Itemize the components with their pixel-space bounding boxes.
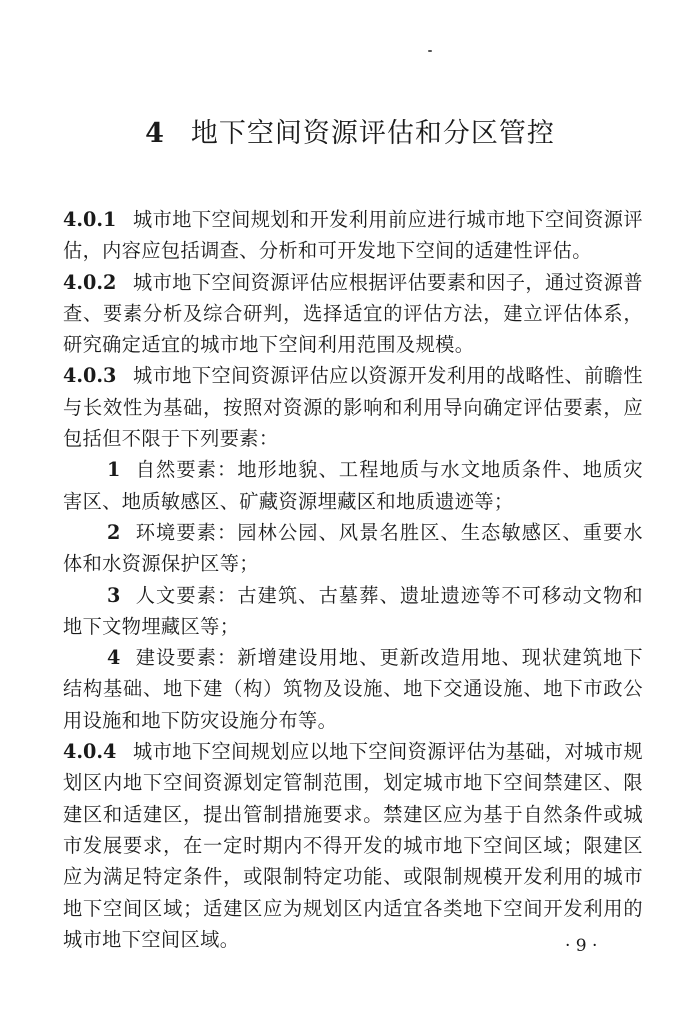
- list-item: [63, 580, 643, 643]
- clause-number: 4.0.4: [63, 740, 117, 764]
- item-text: 人文要素：古建筑、古墓葬、遗址遗迹等不可移动文物和地下文物埋藏区等；: [63, 583, 643, 638]
- clause-4-0-1: [63, 204, 643, 267]
- clause-number: 4.0.2: [63, 270, 117, 294]
- clause-4-0-4: [63, 736, 643, 955]
- item-number: 3: [107, 583, 121, 607]
- list-item: [63, 517, 643, 580]
- item-text: 环境要素：园林公园、风景名胜区、生态敏感区、重要水体和水资源保护区等；: [63, 520, 643, 576]
- item-text: 自然要素：地形地貌、工程地质与水文地质条件、地质灾害区、地质敏感区、矿藏资源埋藏区和地质遗迹等；: [63, 458, 643, 513]
- chapter-title-text: 地下空间资源评估和分区管控: [190, 118, 555, 149]
- clause-4-0-2: [63, 267, 643, 361]
- clause-text: 城市地下空间资源评估应以资源开发利用的战略性、前瞻性与长效性为基础，按照对资源的影响和利用导向确定评估要素，应包括但不限于下列要素：: [63, 364, 643, 451]
- clause-number: 4.0.3: [63, 364, 117, 388]
- item-text: 建设要素：新增建设用地、更新改造用地、现状建筑地下结构基础、地下建（构）筑物及设施、地下交通设施、地下市政公用设施和地下防灾设施分布等。: [63, 646, 643, 732]
- clause-4-0-3: [63, 360, 643, 454]
- chapter-number: 4: [145, 118, 165, 149]
- list-item: [63, 642, 643, 736]
- body-text: [63, 204, 643, 955]
- clause-text: 城市地下空间资源评估应根据评估要素和因子，通过资源普查、要素分析及综合研判，选择适宜的评估方法，建立评估体系，研究确定适宜的城市地下空间利用范围及规模。: [63, 270, 643, 357]
- page-number: · 9 ·: [565, 936, 598, 956]
- item-number: 2: [107, 520, 121, 544]
- clause-text: 城市地下空间规划和开发利用前应进行城市地下空间资源评估，内容应包括调查、分析和可开发地下空间的适建性评估。: [63, 208, 643, 263]
- clause-number: 4.0.1: [63, 208, 117, 231]
- scan-speck: [428, 50, 432, 52]
- item-number: 4: [107, 646, 121, 670]
- list-item: [63, 454, 643, 517]
- item-number: 1: [107, 458, 121, 482]
- chapter-title: [0, 116, 700, 152]
- clause-text: 城市地下空间规划应以地下空间资源评估为基础，对城市规划区内地下空间资源划定管制范围，划定城市地下空间禁建区、限建区和适建区，提出管制措施要求。禁建区应为基于自然条件或城市发展要求，在一定时期内不得开发的城市地下空间区域；限建区应为满足特定条件，或限制特定功能、或限制规模开发利用的城市地下空间区域；适建区应为规划区内适宜各类地下空间开发利用的城市地下空间区域。: [63, 740, 643, 951]
